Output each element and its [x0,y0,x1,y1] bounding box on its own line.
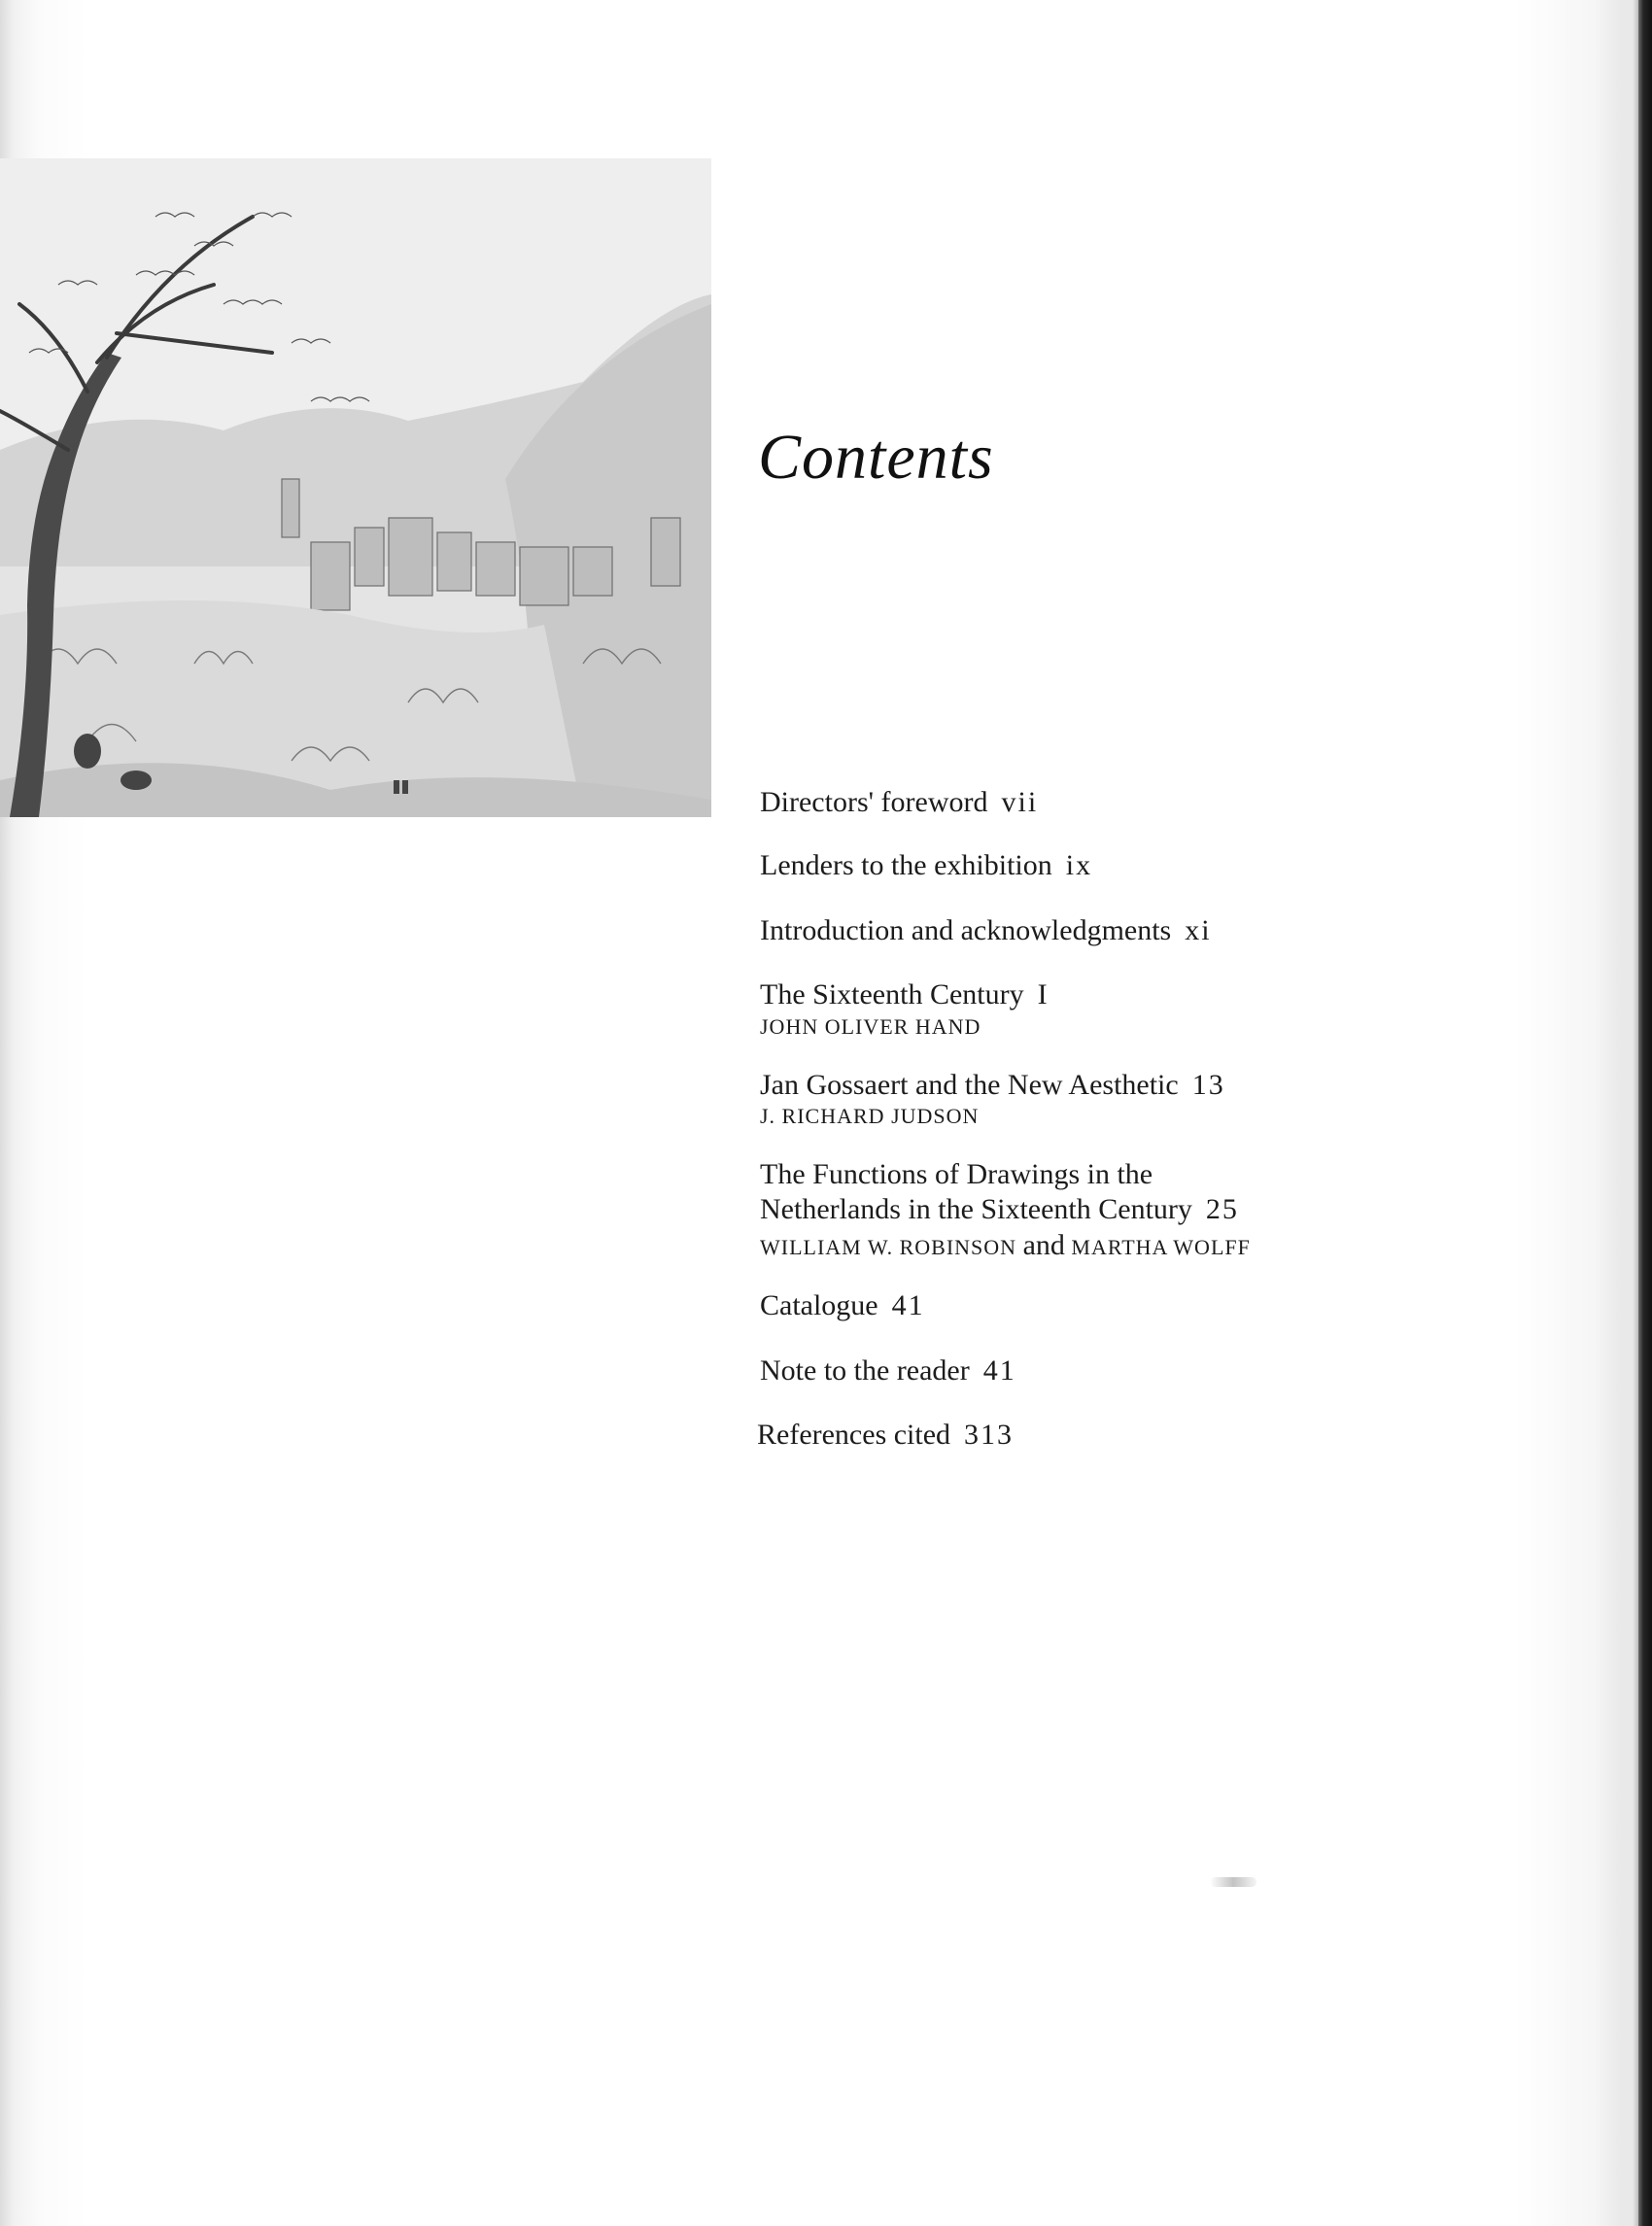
toc-entry [760,1288,1440,1322]
toc-entry [760,1068,1440,1129]
page-title: Contents [758,422,994,493]
toc-entry [757,1418,1440,1452]
toc-entry-page: vii [1001,786,1039,818]
toc-entry [760,1157,1440,1261]
toc-entry [760,848,1440,882]
toc-entry-page: I [1037,978,1050,1011]
landscape-drawing-illustration [0,158,711,817]
toc-entry-page: xi [1185,913,1212,946]
toc-entry [760,785,1440,819]
toc-entry-page: 13 [1191,1068,1225,1101]
toc-entry-title: Introduction and acknowledgments [760,913,1172,946]
table-of-contents [757,785,1440,1452]
toc-entry-page: 313 [964,1418,1015,1451]
binding-edge [1638,0,1652,2226]
toc-entry-author-2: MARTHA WOLFF [1071,1235,1251,1260]
toc-entry-title-line1: The Functions of Drawings in the [760,1158,1153,1191]
scan-smudge [1210,1877,1256,1887]
toc-entry-title: The Sixteenth Century [760,978,1024,1011]
toc-entry [760,1353,1440,1387]
toc-entry-page: ix [1065,849,1093,882]
toc-entry-author: J. RICHARD JUDSON [760,1104,980,1129]
toc-entry-author-conjunction: and [1022,1229,1065,1262]
toc-entry-author-1: WILLIAM W. ROBINSON [760,1235,1017,1260]
toc-entry-page: 25 [1205,1192,1239,1225]
toc-entry-title: References cited [757,1418,951,1451]
toc-entry-title: Directors' foreword [760,786,988,818]
toc-entry-authors [760,1229,1440,1261]
toc-entry [760,913,1440,947]
toc-entry-title: Lenders to the exhibition [760,849,1052,882]
toc-entry [760,977,1440,1039]
toc-entry-title-line2: Netherlands in the Sixteenth Century [760,1192,1192,1225]
toc-entry-page: 41 [891,1289,925,1322]
toc-entry-title: Note to the reader [760,1353,970,1387]
toc-entry-author: JOHN OLIVER HAND [760,1013,981,1039]
toc-entry-title: Catalogue [760,1289,878,1322]
toc-entry-title: Jan Gossaert and the New Aesthetic [760,1068,1179,1101]
toc-entry-page: 41 [982,1353,1016,1387]
